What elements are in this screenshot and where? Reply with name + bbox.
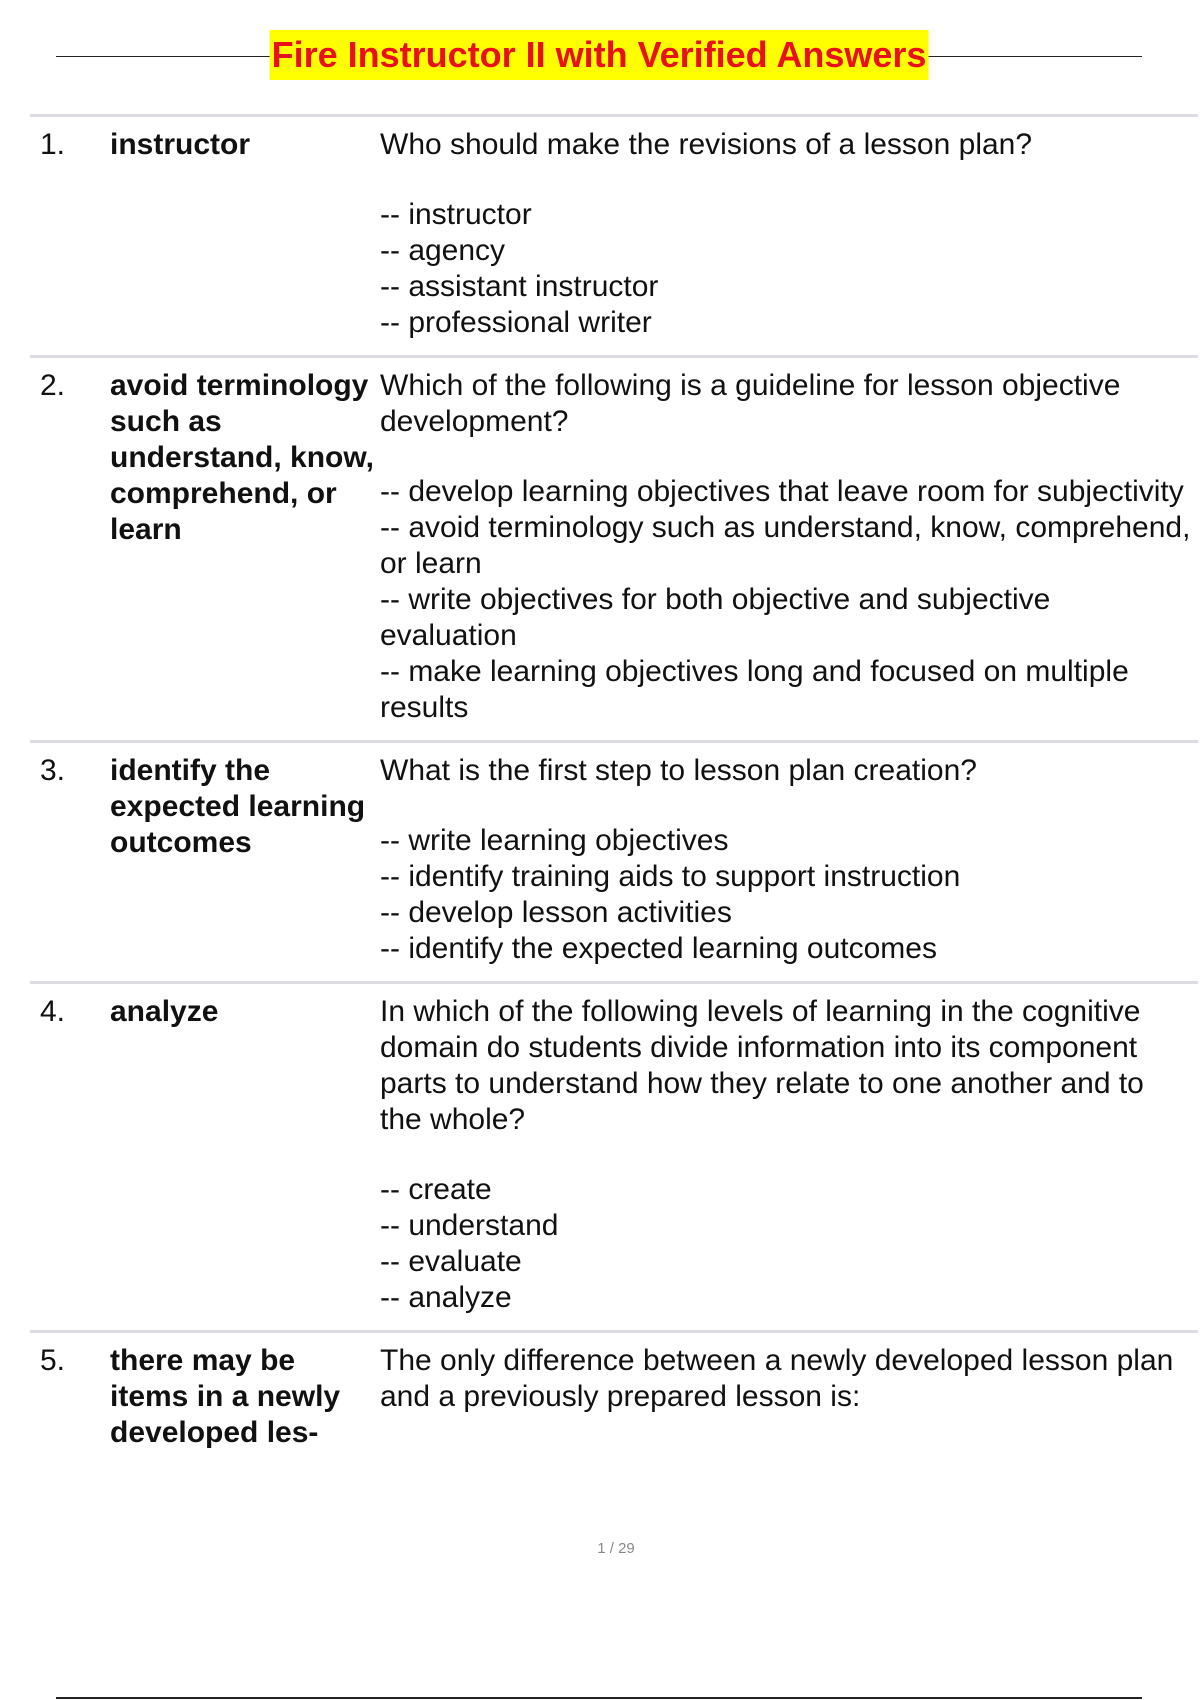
- answer-option: -- create: [380, 1173, 492, 1206]
- answer-option: -- make learning objectives long and focused on multiple results: [380, 655, 1129, 724]
- page-indicator: 1 / 29: [597, 1540, 635, 1557]
- question-number: 5.: [40, 1344, 66, 1377]
- question-number: 4.: [40, 995, 66, 1028]
- answer-term: avoid terminology such as understand, know, comprehend, or learn: [110, 369, 374, 546]
- qa-row-1: [30, 114, 1198, 355]
- question-text: What is the first step to lesson plan creation?: [380, 754, 977, 787]
- question-cell: [380, 994, 1198, 1316]
- answer-option: -- identify training aids to support instruction: [380, 860, 961, 893]
- title-row: [56, 30, 1142, 80]
- question-cell: [380, 127, 1198, 341]
- answer-option: -- assistant instructor: [380, 270, 659, 303]
- answer-option: -- analyze: [380, 1281, 512, 1314]
- answer-option: -- agency: [380, 234, 506, 267]
- qa-row-5: [30, 1330, 1198, 1465]
- answer-option: -- avoid terminology such as understand, know, comprehend, or learn: [380, 511, 1191, 580]
- question-text: The only difference between a newly developed lesson plan and a previously prepared lesson is:: [380, 1344, 1174, 1413]
- answer-term: analyze: [110, 995, 219, 1028]
- answer-option: -- professional writer: [380, 306, 652, 339]
- answer-option: -- evaluate: [380, 1245, 522, 1278]
- question-text: In which of the following levels of learning in the cognitive domain do students divide information into its component parts to understand how they relate to one another and to the whole?: [380, 995, 1144, 1136]
- answer-term: there may be items in a newly developed les-: [110, 1344, 341, 1449]
- answer-option: -- develop learning objectives that leave room for subjectivity: [380, 475, 1184, 508]
- question-cell: [380, 753, 1198, 967]
- answer-term: instructor: [110, 128, 251, 161]
- question-text: Which of the following is a guideline for lesson objective development?: [380, 369, 1121, 438]
- qa-row-3: [30, 740, 1198, 981]
- answer-option: -- write objectives for both objective and subjective evaluation: [380, 583, 1051, 652]
- question-number: 2.: [40, 369, 66, 402]
- answer-option: -- identify the expected learning outcomes: [380, 932, 937, 965]
- qa-row-4: [30, 981, 1198, 1330]
- answer-option: -- understand: [380, 1209, 559, 1242]
- question-number: 3.: [40, 754, 66, 787]
- bottom-rule: [56, 1697, 1142, 1699]
- answer-term: identify the expected learning outcomes: [110, 754, 366, 859]
- question-cell: [380, 368, 1198, 726]
- document-title: Fire Instructor II with Verified Answers: [270, 30, 929, 80]
- question-number: 1.: [40, 128, 66, 161]
- answer-option: -- write learning objectives: [380, 824, 729, 857]
- question-text: Who should make the revisions of a lesson plan?: [380, 128, 1033, 161]
- qa-table: [30, 114, 1198, 1465]
- answer-option: -- instructor: [380, 198, 532, 231]
- question-cell: [380, 1343, 1198, 1451]
- answer-option: -- develop lesson activities: [380, 896, 732, 929]
- qa-row-2: [30, 355, 1198, 740]
